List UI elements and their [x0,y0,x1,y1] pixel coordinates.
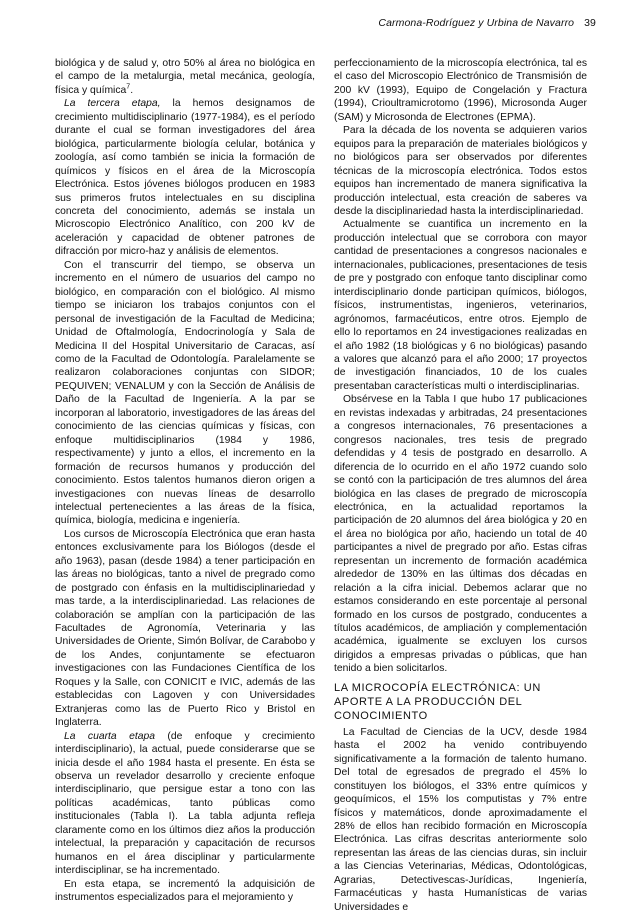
paragraph-text: . [130,84,134,96]
paragraph: Con el transcurrir del tiempo, se observa un incremento en el número de usuarios del campo no biológico, en comparación con el biológico. Al mismo tiempo se iniciaron los trabajos conjuntos con el personal de investigación de la Facultad de Medicina; Unidad de Oftalmología, Endocrinología y Sala de Medicina II del Hospital Universitario de Caracas, así como de la Facultad de Odontología. Paralelamente se realizaron colaboraciones conjuntas con SIDOR; PEQUIVEN; VENALUM y con la Sección de Análisis de Daño de la Facultad de Ingeniería. A la par se incorporan al laboratorio, investigadores de las áreas del conocimiento de las ciencias químicas y físicas, con enfoque multidisciplinarios (1984 y 1986, respectivamente) y junto a ellos, el incremento en la formación de recursos humanos y producción del conocimiento. Estos talentos humanos dieron origen a investigaciones con nuevas líneas de desarrollo intelectual pertenecientes a las áreas de la física, química, biología, medicina e ingeniería. [55,259,315,527]
paragraph: Obsérvese en la Tabla I que hubo 17 publicaciones en revistas indexadas y arbitradas, 24 presentaciones a congresos internacionales, 76 presentaciones a congresos nacionales, tres tesis de pregrado defendidas y 4 tesis de postgrado en desarrollo. A diferencia de lo ocurrido en el año 1972 cuando solo se contó con la participación de tres alumnos del área biológica en las clases de pregrado de microscopía electrónica, en la actualidad reportamos la participación de 20 alumnos del área biológica y 20 en el área no biológica por año, haciendo un total de 40 participantes a nivel de pregrado por año. Estas cifras representan un incremento de formación académica alrededor de 130% en las últimas dos décadas en relación a la cifra inicial. Debemos aclarar que no estamos considerando en este porcentaje al personal formado en los cursos de postgrado, conducentes a títulos académicos, de ampliación y complementación académica, igualmente se excluyen los cursos dirigidos a empresas privadas o públicas, que han tenido a bien solicitarlos. [334,394,587,675]
running-title: Carmona-Rodríguez y Urbina de Navarro [378,17,575,29]
section-heading: LA MICROCOPÍA ELECTRÓNICA: UN APORTE A LA PRODUCCIÓN DEL CONOCIMIENTO [334,681,541,722]
paragraph: Para la década de los noventa se adquieren varios equipos para la preparación de materiales biológicos y no biológicos para ser observados por diferentes técnicas de la microscopía electrónica. Todos estos equipos han incrementado de manera significativa la producción intelectual, esta creación de saberes va desde la disciplinariedad hasta la interdisciplinariedad. [334,125,587,217]
paragraph: En esta etapa, se incrementó la adquisición de instrumentos especializados para el mejoramiento y [55,878,315,904]
paragraph [55,57,315,97]
paragraph-text: la hemos designamos de crecimiento multidisciplinario (1977-1984), es el período durante el cual se forman investigadores del área biológica, particularmente biología celular, botánica y zoología, así como también se inicia la formación de químicos y físicos en el área de la Microscopía Electrónica. Estos jóvenes biólogos producen en 1983 sus primeros frutos intelectuales en su disciplina concreta del conocimiento, además se instala un Microscopio Electrónico Analítico, con 200 kV de aceleración y capacidad de obtener patrones de difracción por micro-haz y análisis de elementos. [55,98,315,258]
right-column [334,57,587,914]
paragraph: La Facultad de Ciencias de la UCV, desde 1984 hasta el 2002 ha venido contribuyendo significativamente a la formación de talento humano. Del total de egresados de pregrado el 45% lo constituyen los biólogos, el 33% entre químicos y geoquímicos, el 15% los computistas y 7% entre físicos y matemáticos, donde aproximadamente el 28% de ellos han recibido formación en Microscopía Electrónica. Las cifras descritas anteriormente solo representan las áreas de las ciencias duras, sin incluir a las Ciencias Veterinarias, Médicas, Odontológicas, Agrarias, Detectivescas-Jurídicas, Ingeniería, Farmacéuticas y hasta Humanísticas de varias Universidades e [334,726,587,913]
paragraph: Actualmente se cuantifica un incremento en la producción intelectual que se corrobora con mayor cantidad de presentaciones a congresos nacionales e internacionales, publicaciones, presentaciones de tesis de pre y postgrado con enfoque tanto disciplinar como interdisciplinario donde participan químicos, biólogos, físicos, instrumentistas, ingenieros, veterinarios, agrónomos, farmacéuticos, entre otros. Ejemplo de ello lo reportamos en 24 investigaciones realizadas en el año 1982 (18 biológicas y 6 no biológicas) pasando a valores que alcanzó para el año 2000; 17 proyectos de investigación financiados, 10 de los cuales presentaban características multi o interdisciplinarias. [334,219,587,392]
paragraph-text: (de enfoque y crecimiento interdisciplinario), la actual, puede considerarse que se inicia desde el año 1984 hasta el presente. En ésta se observa un revelador desarrollo y creciente enfoque interdisciplinario, que persigue estar a tono con las políticas académicas, tanto públicas como institucionales (Tabla I). La tabla adjunta refleja claramente como en los últimos diez años la producción intelectual, la preparación y capacitación de recursos humanos en el área disciplinar y particularmente interdisciplinar, se ha incrementado. [55,730,315,877]
running-header [378,17,596,29]
paragraph: perfeccionamiento de la microscopía electrónica, tal es el caso del Microscopio Electrónico de Transmisión de 200 kV (1993), Equipo de Congelación y Fractura (1994), Crioultramicrotomo (1996), Microsonda Auger (SAM) y Microsonda de Electrones (EPMA). [334,58,587,123]
paragraph-text: biológica y de salud y, otro 50% al área no biológica en el campo de la metalurgia, metal mecánica, geología, física y química [55,58,315,96]
paragraph [55,97,315,258]
footnote-ref[interactable]: 7 [126,83,131,91]
page-number: 39 [584,17,596,29]
paragraph [55,730,315,878]
paragraph: Los cursos de Microscopía Electrónica que eran hasta entonces exclusivamente para los Biólogos (desde el año 1963), pasan (desde 1984) a tener participación en las áreas no biológicas, tanto a nivel de pregrado como de postgrado con énfasis en la multidisciplinariedad y mas tarde, a la interdisciplinariedad. Las relaciones de colaboración se amplían con la participación de las Facultades de Agronomía, Veterinaria y las Universidades de Oriente, Simón Bolívar, de Carabobo y de los Andes, conjuntamente se efectuaron investigaciones con las Fundaciones Científica de los Roques y la Salle, con CONICIT e IVIC, además de las establecidas con Lagoven y con Universidades Extranjeras como las de Puerto Rico y Bristol en Inglaterra. [55,528,315,729]
left-column [55,57,315,905]
stage-label: La tercera etapa, [64,98,161,110]
stage-label: La cuarta etapa [64,730,155,742]
